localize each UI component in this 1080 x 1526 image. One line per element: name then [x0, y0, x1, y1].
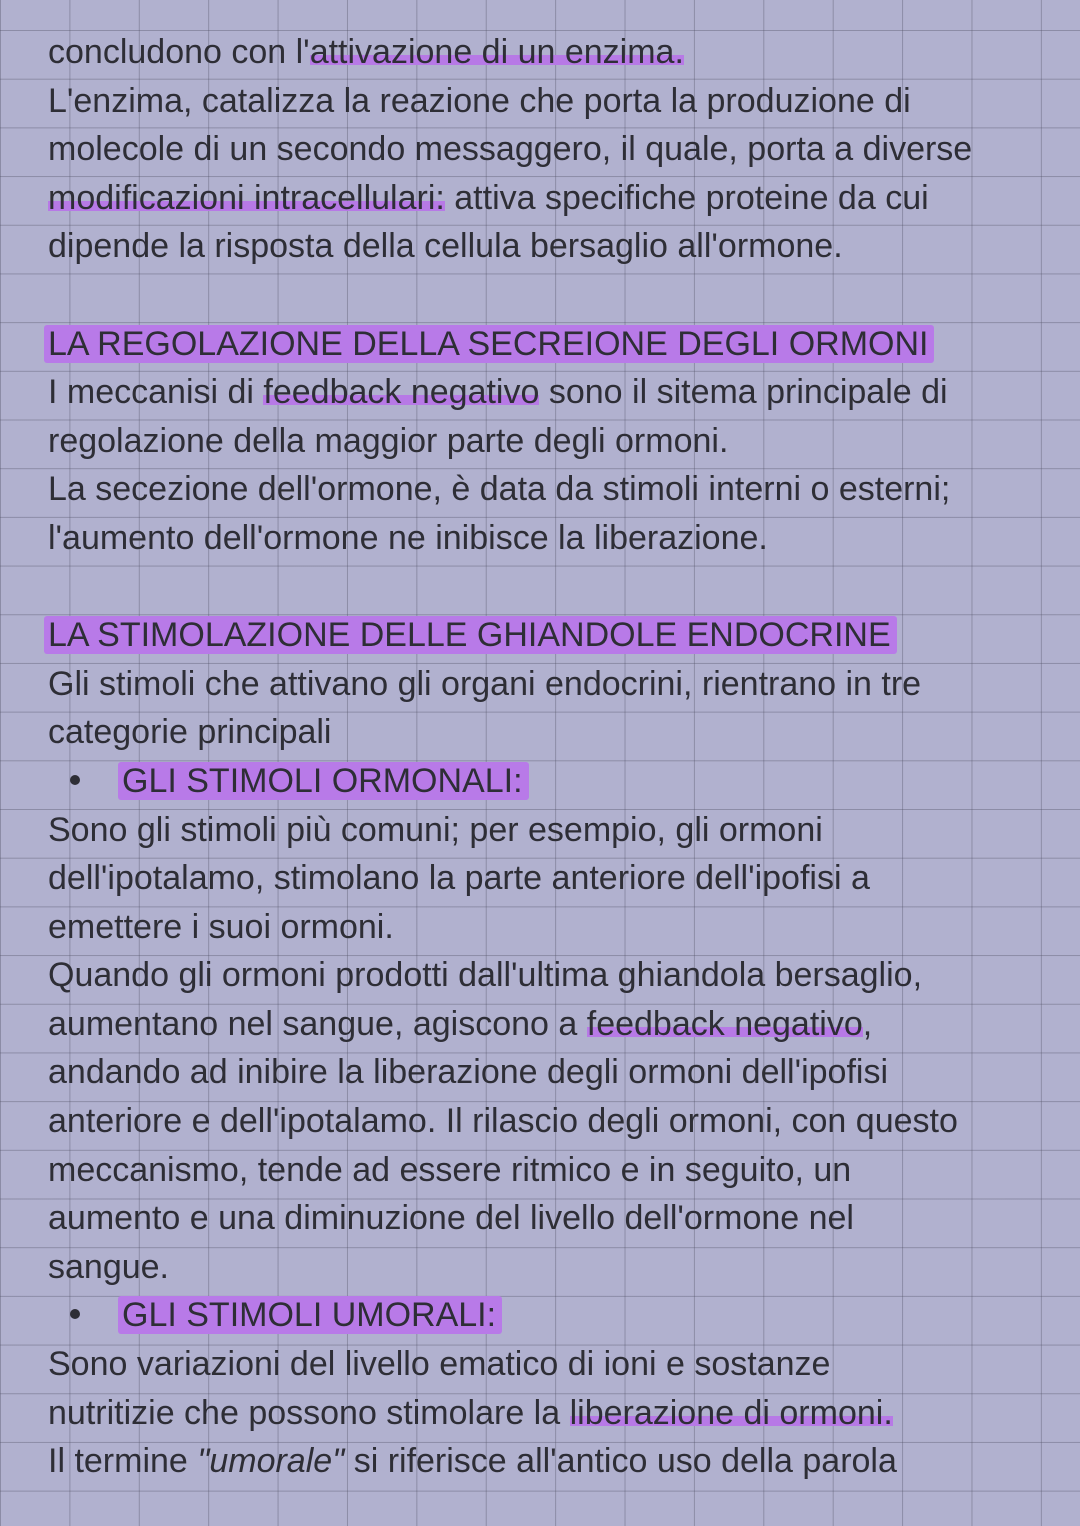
text-line	[48, 1000, 1048, 1049]
notes-page	[48, 28, 1048, 1486]
heading-text: LA REGOLAZIONE DELLA SECREIONE DEGLI ORMONI	[44, 325, 934, 363]
text-line: emettere i suoi ormoni.	[48, 907, 394, 946]
text-line: Quando gli ormoni prodotti dall'ultima ghiandola bersaglio,	[48, 956, 923, 995]
text-line: regolazione della maggior parte degli ormoni.	[48, 421, 729, 460]
bullet-heading: GLI STIMOLI ORMONALI:	[118, 762, 529, 800]
text-line: aumento e una diminuzione del livello dell'ormone nel	[48, 1199, 854, 1238]
section-heading	[48, 611, 1048, 660]
text-line: Sono variazioni del livello ematico di ioni e sostanze	[48, 1345, 831, 1384]
text-line: molecole di un secondo messaggero, il quale, porta a diverse	[48, 130, 973, 169]
text: nutritizie che possono stimolare la	[48, 1393, 570, 1432]
text: si riferisce all'antico uso della parola	[344, 1442, 897, 1481]
text-line: anteriore e dell'ipotalamo. Il rilascio degli ormoni, con questo	[48, 1102, 958, 1141]
bullet-item	[48, 1291, 1048, 1340]
text: concludono con l'	[48, 33, 310, 71]
text-line	[48, 368, 1048, 417]
text-line: Sono gli stimoli più comuni; per esempio, gli ormoni	[48, 810, 823, 849]
text-line: dipende la risposta della cellula bersaglio all'ormone.	[48, 227, 843, 266]
text: aumentano nel sangue, agiscono a	[48, 1004, 587, 1043]
heading-text: LA STIMOLAZIONE DELLE GHIANDOLE ENDOCRINE	[44, 616, 897, 654]
highlighted-text: feedback negativo	[263, 373, 540, 412]
bullet-icon	[70, 1309, 80, 1319]
bullet-item	[48, 757, 1048, 806]
highlighted-text: attivazione di un enzima.	[309, 33, 684, 71]
text-line: Gli stimoli che attivano gli organi endocrini, rientrano in tre	[48, 664, 922, 703]
italic-text: "umorale"	[197, 1442, 345, 1481]
text: sono il sitema principale di	[539, 373, 948, 412]
text-line: l'aumento dell'ormone ne inibisce la liberazione.	[48, 518, 768, 557]
text-line	[48, 28, 1048, 77]
text-line: meccanismo, tende ad essere ritmico e in seguito, un	[48, 1150, 852, 1189]
bullet-icon	[70, 775, 80, 785]
text: I meccanisi di	[48, 373, 264, 412]
text-line: L'enzima, catalizza la reazione che porta la produzione di	[48, 81, 911, 120]
text: attiva specifiche proteine da cui	[444, 178, 929, 217]
text: Il termine	[48, 1442, 198, 1481]
highlighted-text: feedback negativo	[586, 1004, 863, 1043]
text-line: categorie principali	[48, 713, 332, 752]
text-line	[48, 1437, 1048, 1486]
bullet-heading: GLI STIMOLI UMORALI:	[118, 1296, 502, 1334]
section-heading	[48, 320, 1048, 369]
text-line: andando ad inibire la liberazione degli ormoni dell'ipofisi	[48, 1053, 889, 1092]
text-line: dell'ipotalamo, stimolano la parte anteriore dell'ipofisi a	[48, 859, 870, 898]
highlighted-text: modificazioni intracellulari:	[48, 178, 445, 217]
highlighted-text: liberazione di ormoni.	[569, 1393, 893, 1432]
text-line: sangue.	[48, 1247, 169, 1286]
text-line: La secezione dell'ormone, è data da stimoli interni o esterni;	[48, 470, 951, 509]
text-line	[48, 174, 1048, 223]
text: ,	[862, 1004, 873, 1043]
text-line	[48, 1389, 1048, 1438]
